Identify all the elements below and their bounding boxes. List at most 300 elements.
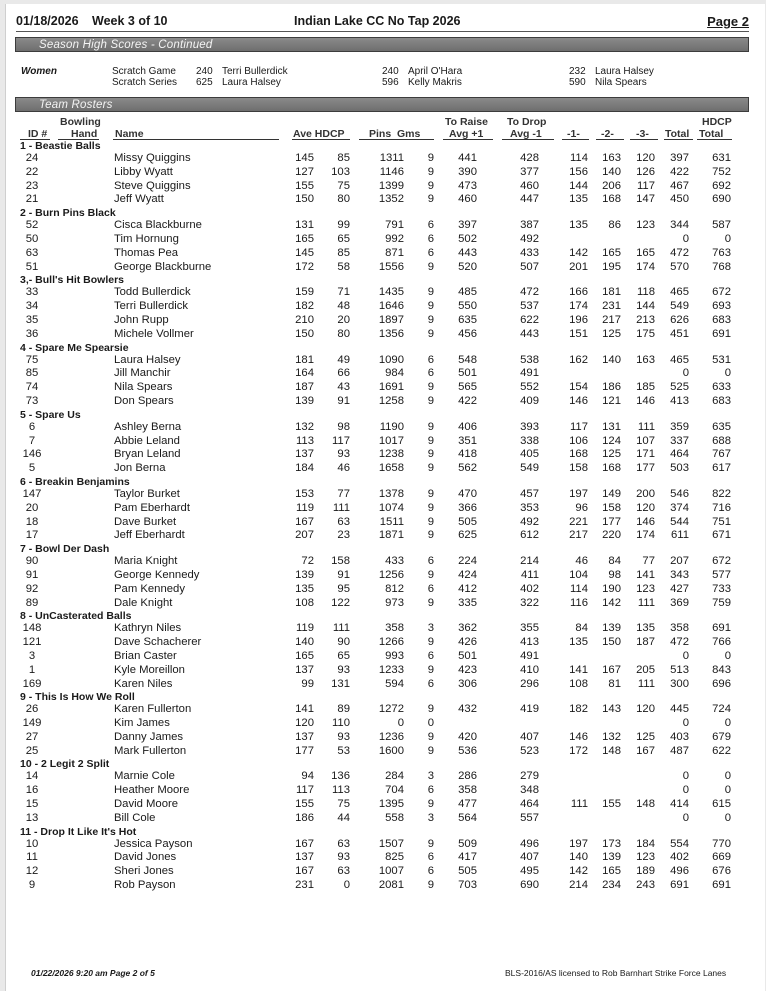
player-name: Don Spears <box>114 394 174 407</box>
col-ave-hdcp: Ave HDCP <box>293 128 345 140</box>
series-total: 525 <box>670 381 689 394</box>
to-raise-avg: 477 <box>458 798 477 811</box>
player-pins: 1311 <box>379 152 404 164</box>
team-heading <box>0 610 766 622</box>
player-average: 150 <box>295 193 314 206</box>
team-heading <box>0 207 766 219</box>
player-name: Maria Knight <box>114 555 178 568</box>
player-row <box>0 798 766 812</box>
game-3-score: 111 <box>637 420 655 433</box>
player-games: 9 <box>427 327 434 340</box>
game-2-score: 165 <box>602 246 621 259</box>
game-3-score: 147 <box>636 193 655 206</box>
to-drop-avg: 353 <box>520 501 539 514</box>
player-name: Pam Eberhardt <box>114 501 190 514</box>
to-raise-avg: 520 <box>458 260 477 273</box>
player-name: Jessica Payson <box>114 837 193 850</box>
player-id: 92 <box>25 582 39 595</box>
game-2-score: 186 <box>602 381 621 394</box>
to-drop-avg: 296 <box>520 677 539 690</box>
player-average: 72 <box>301 555 314 568</box>
player-handicap: 117 <box>331 434 350 447</box>
game-3-score: 165 <box>636 246 655 259</box>
player-pins: 1658 <box>378 462 404 475</box>
game-3-score: 200 <box>636 487 655 500</box>
game-2-score: 168 <box>602 462 621 475</box>
team-heading <box>0 409 766 421</box>
player-games: 0 <box>427 717 434 730</box>
handicap-total: 0 <box>724 717 731 730</box>
player-games: 9 <box>427 286 434 299</box>
series-total: 472 <box>670 636 689 649</box>
to-raise-avg: 224 <box>458 555 477 568</box>
player-row <box>0 152 766 166</box>
to-drop-avg: 411 <box>520 568 539 581</box>
game-1-score: 221 <box>569 515 588 528</box>
player-average: 186 <box>295 811 314 824</box>
handicap-total: 672 <box>712 286 731 299</box>
player-games: 3 <box>427 622 434 635</box>
player-pins: 1017 <box>378 434 404 447</box>
to-raise-avg: 460 <box>458 193 477 206</box>
handicap-total: 683 <box>712 313 731 326</box>
player-id: 63 <box>25 246 39 259</box>
game-1-score: 142 <box>569 246 588 259</box>
player-row <box>0 784 766 798</box>
to-raise-avg: 565 <box>458 381 477 394</box>
player-id: 73 <box>25 394 39 407</box>
player-handicap: 63 <box>337 515 350 528</box>
to-raise-avg: 351 <box>458 434 477 447</box>
series-total: 337 <box>670 434 689 447</box>
player-pins: 1256 <box>378 568 404 581</box>
player-row <box>0 233 766 247</box>
to-drop-avg: 377 <box>520 165 539 178</box>
to-raise-avg: 548 <box>458 353 477 366</box>
game-1-score: 146 <box>569 730 588 743</box>
game-2-score: 195 <box>602 260 621 273</box>
player-pins: 973 <box>385 596 404 609</box>
game-3-score: 107 <box>636 434 655 447</box>
player-handicap: 93 <box>337 851 350 864</box>
player-row <box>0 636 766 650</box>
team-heading <box>0 543 766 555</box>
game-1-score: 114 <box>569 152 588 164</box>
series-total: 397 <box>670 152 689 164</box>
handicap-total: 770 <box>712 837 731 850</box>
to-drop-avg: 447 <box>520 193 539 206</box>
game-1-score: 182 <box>569 703 588 716</box>
series-total: 0 <box>682 649 689 662</box>
player-row <box>0 395 766 409</box>
to-drop-avg: 622 <box>520 313 539 326</box>
to-drop-avg: 523 <box>520 744 539 757</box>
to-drop-avg: 491 <box>520 367 539 380</box>
col-hdcp-total: Total <box>699 128 724 140</box>
player-handicap: 158 <box>331 555 350 568</box>
game-1-score: 84 <box>575 622 588 635</box>
player-pins: 1507 <box>378 837 404 850</box>
to-drop-avg: 348 <box>520 784 539 797</box>
player-row <box>0 180 766 194</box>
roster-table <box>0 140 766 893</box>
player-pins: 1090 <box>378 353 404 366</box>
game-1-score: 172 <box>569 744 588 757</box>
handicap-total: 752 <box>712 165 731 178</box>
player-pins: 1556 <box>378 260 404 273</box>
report-week: Week 3 of 10 <box>92 14 168 28</box>
category-label: Women <box>21 66 57 77</box>
series-total: 467 <box>670 179 689 192</box>
game-3-score: 185 <box>636 381 655 394</box>
handicap-total: 0 <box>724 811 731 824</box>
team-name: 5 - Spare Us <box>20 408 81 421</box>
series-total: 544 <box>670 515 689 528</box>
player-games: 9 <box>427 165 434 178</box>
player-row <box>0 812 766 826</box>
player-row <box>0 314 766 328</box>
team-heading <box>0 342 766 354</box>
handicap-total: 692 <box>712 179 731 192</box>
player-games: 9 <box>427 434 434 447</box>
player-handicap: 75 <box>337 798 350 811</box>
player-id: 12 <box>25 865 39 878</box>
player-name: Jon Berna <box>114 462 166 475</box>
player-average: 113 <box>295 434 314 447</box>
player-average: 155 <box>295 798 314 811</box>
series-total: 427 <box>670 582 689 595</box>
col-raise-top: To Raise <box>445 116 488 128</box>
player-average: 99 <box>301 677 314 690</box>
player-average: 153 <box>295 487 314 500</box>
to-raise-avg: 422 <box>458 394 477 407</box>
handicap-total: 0 <box>724 770 731 783</box>
player-handicap: 90 <box>337 636 350 649</box>
player-id: 26 <box>25 703 39 716</box>
to-drop-avg: 464 <box>520 798 539 811</box>
series-total: 0 <box>682 717 689 730</box>
game-2-score: 84 <box>608 555 621 568</box>
player-average: 140 <box>295 636 314 649</box>
player-pins: 284 <box>385 770 404 783</box>
player-handicap: 91 <box>337 568 350 581</box>
player-id: 5 <box>28 462 36 475</box>
player-average: 181 <box>295 353 314 366</box>
game-2-score: 139 <box>602 851 621 864</box>
to-drop-avg: 279 <box>520 770 539 783</box>
player-pins: 984 <box>385 367 404 380</box>
player-id: 149 <box>22 717 42 730</box>
game-2-score: 140 <box>602 165 621 178</box>
series-total: 465 <box>670 353 689 366</box>
player-games: 6 <box>427 649 434 662</box>
to-drop-avg: 492 <box>520 232 539 245</box>
player-name: Dave Burket <box>114 515 177 528</box>
game-3-score: 120 <box>636 501 655 514</box>
game-2-score: 149 <box>602 487 621 500</box>
player-pins: 1352 <box>378 193 404 206</box>
player-games: 6 <box>427 353 434 366</box>
game-1-score: 166 <box>569 286 588 299</box>
player-games: 9 <box>427 394 434 407</box>
to-raise-avg: 470 <box>458 487 477 500</box>
player-games: 9 <box>427 313 434 326</box>
player-row <box>0 569 766 583</box>
game-3-score: 144 <box>636 300 655 313</box>
player-average: 137 <box>295 730 314 743</box>
player-handicap: 111 <box>332 622 350 635</box>
to-drop-avg: 612 <box>520 529 539 542</box>
player-handicap: 53 <box>337 744 350 757</box>
team-name: 4 - Spare Me Spearsie <box>20 341 129 354</box>
handicap-total: 696 <box>712 677 731 690</box>
player-pins: 1871 <box>378 529 404 542</box>
team-heading <box>0 826 766 838</box>
player-average: 182 <box>295 300 314 313</box>
series-total: 422 <box>670 165 689 178</box>
game-2-score: 125 <box>602 327 621 340</box>
to-drop-avg: 387 <box>520 219 539 232</box>
game-3-score: 187 <box>636 636 655 649</box>
to-drop-avg: 538 <box>520 353 539 366</box>
player-handicap: 122 <box>331 596 350 609</box>
player-average: 141 <box>295 703 314 716</box>
report-date: 01/18/2026 <box>16 14 79 28</box>
player-handicap: 46 <box>337 462 350 475</box>
team-rosters-banner: Team Rosters <box>15 97 749 112</box>
game-2-score: 220 <box>602 529 621 542</box>
player-games: 9 <box>427 596 434 609</box>
series-total: 465 <box>670 286 689 299</box>
game-1-score: 217 <box>569 529 588 542</box>
player-games: 9 <box>427 730 434 743</box>
player-name: Michele Vollmer <box>114 327 194 340</box>
player-pins: 1272 <box>378 703 404 716</box>
series-total: 513 <box>670 663 689 676</box>
handicap-total: 669 <box>712 851 731 864</box>
player-games: 9 <box>427 487 434 500</box>
player-pins: 1897 <box>378 313 404 326</box>
season-high-banner: Season High Scores - Continued <box>15 37 749 52</box>
player-id: 16 <box>25 784 39 797</box>
player-games: 9 <box>427 568 434 581</box>
player-row <box>0 731 766 745</box>
game-1-score: 114 <box>569 582 588 595</box>
player-name: George Blackburne <box>114 260 212 273</box>
player-games: 9 <box>427 448 434 461</box>
handicap-total: 693 <box>712 300 731 313</box>
game-2-score: 86 <box>608 219 621 232</box>
handicap-total: 691 <box>712 879 731 892</box>
player-name: Thomas Pea <box>114 246 179 259</box>
player-name: Tim Hornung <box>114 232 179 245</box>
player-pins: 1646 <box>378 300 404 313</box>
player-id: 7 <box>28 434 36 447</box>
game-2-score: 132 <box>602 730 621 743</box>
to-raise-avg: 501 <box>458 367 477 380</box>
player-handicap: 63 <box>337 865 350 878</box>
season-high-score: 625 <box>196 77 213 88</box>
game-2-score: 177 <box>602 515 621 528</box>
player-id: 17 <box>25 529 39 542</box>
player-name: David Moore <box>114 798 179 811</box>
player-pins: 1238 <box>378 448 404 461</box>
game-1-score: 46 <box>575 555 588 568</box>
series-total: 403 <box>670 730 689 743</box>
player-average: 155 <box>295 179 314 192</box>
player-name: Dale Knight <box>114 596 173 609</box>
series-total: 402 <box>670 851 689 864</box>
player-name: Todd Bullerdick <box>114 286 191 299</box>
to-drop-avg: 410 <box>520 663 539 676</box>
handicap-total: 822 <box>712 487 731 500</box>
game-3-score: 123 <box>636 219 655 232</box>
player-average: 119 <box>295 622 314 635</box>
season-high-label: Scratch Series <box>112 77 178 88</box>
series-total: 0 <box>682 367 689 380</box>
handicap-total: 688 <box>712 434 731 447</box>
game-2-score: 98 <box>608 568 621 581</box>
player-handicap: 77 <box>337 487 350 500</box>
season-high-bowler: Laura Halsey <box>595 66 654 77</box>
player-id: 18 <box>25 515 39 528</box>
player-row <box>0 717 766 731</box>
game-3-score: 111 <box>637 677 655 690</box>
to-raise-avg: 501 <box>458 649 477 662</box>
season-high-score: 240 <box>382 66 399 77</box>
player-average: 137 <box>295 663 314 676</box>
handicap-total: 691 <box>712 327 731 340</box>
player-id: 85 <box>25 367 39 380</box>
player-average: 145 <box>295 152 314 164</box>
game-3-score: 146 <box>636 515 655 528</box>
col-hand-top: Bowling <box>60 116 101 128</box>
series-total: 344 <box>670 219 689 232</box>
to-drop-avg: 407 <box>520 730 539 743</box>
game-1-score: 104 <box>569 568 588 581</box>
col-hdcp-total-top: HDCP <box>702 116 732 128</box>
game-2-score: 142 <box>602 596 621 609</box>
player-handicap: 95 <box>337 582 350 595</box>
to-drop-avg: 322 <box>520 596 539 609</box>
player-name: Nila Spears <box>114 381 173 394</box>
player-row <box>0 421 766 435</box>
player-id: 21 <box>25 193 39 206</box>
game-1-score: 141 <box>569 663 588 676</box>
game-3-score: 125 <box>636 730 655 743</box>
to-raise-avg: 485 <box>458 286 477 299</box>
player-pins: 1435 <box>378 286 404 299</box>
season-high-bowler: Terri Bullerdick <box>222 66 288 77</box>
to-raise-avg: 423 <box>458 663 477 676</box>
game-2-score: 165 <box>602 865 621 878</box>
player-pins: 594 <box>385 677 404 690</box>
player-name: Kim James <box>114 717 170 730</box>
handicap-total: 767 <box>712 448 731 461</box>
player-handicap: 85 <box>337 152 350 164</box>
to-raise-avg: 306 <box>458 677 477 690</box>
player-row <box>0 193 766 207</box>
player-games: 9 <box>427 744 434 757</box>
player-games: 6 <box>427 865 434 878</box>
game-2-score: 148 <box>602 744 621 757</box>
to-raise-avg: 417 <box>458 851 477 864</box>
to-raise-avg: 286 <box>458 770 477 783</box>
game-3-score: 184 <box>636 837 655 850</box>
to-drop-avg: 405 <box>520 448 539 461</box>
player-id: 148 <box>22 622 42 635</box>
to-drop-avg: 419 <box>520 703 539 716</box>
player-handicap: 63 <box>337 837 350 850</box>
player-id: 74 <box>25 381 39 394</box>
to-drop-avg: 492 <box>520 515 539 528</box>
player-games: 9 <box>427 798 434 811</box>
player-games: 9 <box>427 837 434 850</box>
player-pins: 1511 <box>379 515 404 528</box>
game-3-score: 141 <box>636 568 655 581</box>
game-1-score: 156 <box>569 165 588 178</box>
season-high-bowler: Nila Spears <box>595 77 647 88</box>
player-average: 177 <box>295 744 314 757</box>
player-id: 90 <box>25 555 39 568</box>
player-pins: 2081 <box>378 879 404 892</box>
game-1-score: 116 <box>569 596 588 609</box>
player-id: 6 <box>28 420 36 433</box>
to-raise-avg: 505 <box>458 865 477 878</box>
handicap-total: 0 <box>724 649 731 662</box>
to-drop-avg: 552 <box>520 381 539 394</box>
game-1-score: 135 <box>569 219 588 232</box>
player-id: 75 <box>25 353 39 366</box>
player-average: 167 <box>295 865 314 878</box>
game-3-score: 243 <box>636 879 655 892</box>
player-handicap: 65 <box>337 649 350 662</box>
player-games: 9 <box>427 663 434 676</box>
player-games: 9 <box>427 703 434 716</box>
to-raise-avg: 424 <box>458 568 477 581</box>
series-total: 369 <box>670 596 689 609</box>
team-heading <box>0 274 766 286</box>
game-2-score: 168 <box>602 193 621 206</box>
player-name: Abbie Leland <box>114 434 180 447</box>
to-drop-avg: 491 <box>520 649 539 662</box>
player-name: Heather Moore <box>114 784 190 797</box>
player-pins: 1190 <box>379 420 404 433</box>
series-total: 445 <box>670 703 689 716</box>
player-name: Terri Bullerdick <box>114 300 189 313</box>
player-id: 36 <box>25 327 39 340</box>
game-3-score: 111 <box>637 596 655 609</box>
player-id: 25 <box>25 744 39 757</box>
player-name: Libby Wyatt <box>114 165 173 178</box>
series-total: 0 <box>682 811 689 824</box>
player-games: 6 <box>427 555 434 568</box>
to-raise-avg: 412 <box>458 582 477 595</box>
series-total: 414 <box>670 798 689 811</box>
player-average: 137 <box>295 448 314 461</box>
game-1-score: 197 <box>569 837 588 850</box>
to-drop-avg: 495 <box>520 865 539 878</box>
player-average: 165 <box>295 232 314 245</box>
player-average: 139 <box>295 568 314 581</box>
player-handicap: 103 <box>331 165 350 178</box>
player-average: 119 <box>295 501 314 514</box>
to-drop-avg: 393 <box>520 420 539 433</box>
player-name: Taylor Burket <box>114 487 180 500</box>
to-raise-avg: 420 <box>458 730 477 743</box>
player-row <box>0 583 766 597</box>
player-handicap: 43 <box>337 381 350 394</box>
